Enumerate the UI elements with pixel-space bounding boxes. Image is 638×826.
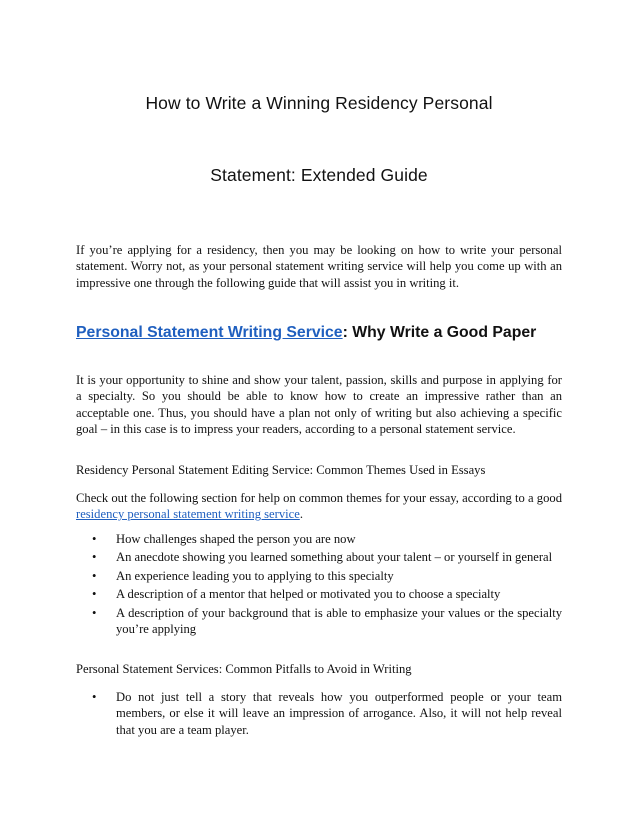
- common-themes-list: [76, 531, 562, 639]
- bullet-icon: •: [92, 568, 97, 583]
- themes-intro-period: .: [299, 507, 303, 522]
- personal-statement-service-link[interactable]: Personal Statement Writing Service: [76, 324, 343, 341]
- list-item: [76, 605, 562, 638]
- document-title-line-2: Statement: Extended Guide: [210, 165, 428, 185]
- bullet-icon: •: [92, 587, 97, 602]
- themes-intro-paragraph: [76, 490, 562, 523]
- list-item-text: A description of your background that is able to emphasize your values or the specialty you’re applying: [116, 605, 562, 637]
- residency-statement-service-link[interactable]: residency personal statement writing service: [76, 507, 300, 522]
- list-item-text: An anecdote showing you learned something about your talent – or yourself in general: [116, 550, 553, 565]
- opportunity-paragraph: It is your opportunity to shine and show your talent, passion, skills and purpose in applying for a specialty. So you should be able to know how to create an impressive rather than an acceptable one. Thus, you should have a plan not only of writing but also achieving a specific goal – in this case is to impress your readers, according to a personal statement service.: [76, 373, 562, 437]
- list-item: [76, 689, 562, 738]
- subheading-common-pitfalls: Personal Statement Services: Common Pitfalls to Avoid in Writing: [76, 662, 412, 676]
- bullet-icon: •: [92, 550, 97, 565]
- list-item-text: How challenges shaped the person you are now: [116, 532, 356, 546]
- section-heading-suffix: : Why Write a Good Paper: [342, 324, 537, 341]
- themes-intro-text: Check out the following section for help on common themes for your essay, according to a good: [76, 491, 562, 505]
- document-title-line-1: How to Write a Winning Residency Personal: [145, 93, 493, 113]
- list-item-text: Do not just tell a story that reveals how you outperformed people or your team members, or else it will leave an impression of arrogance. Also, it will not help reveal that you are a team player.: [116, 690, 562, 737]
- list-item: [76, 549, 562, 565]
- subheading-common-themes: Residency Personal Statement Editing Service: Common Themes Used in Essays: [76, 463, 486, 477]
- common-pitfalls-list: [76, 689, 562, 740]
- list-item-text: An experience leading you to applying to this specialty: [116, 568, 394, 583]
- list-item: [76, 568, 562, 584]
- list-item: [76, 586, 562, 602]
- bullet-icon: •: [92, 532, 97, 546]
- list-item-text: A description of a mentor that helped or motivated you to choose a specialty: [116, 587, 501, 602]
- intro-paragraph: If you’re applying for a residency, then you may be looking on how to write your personal statement. Worry not, as your personal statement writing service will help you come up with an impressive one through the following guide that will assist you in writing it.: [76, 243, 562, 290]
- bullet-icon: •: [92, 605, 97, 620]
- section-heading-why-write: [76, 324, 562, 342]
- bullet-icon: •: [92, 690, 97, 704]
- list-item: [76, 531, 562, 547]
